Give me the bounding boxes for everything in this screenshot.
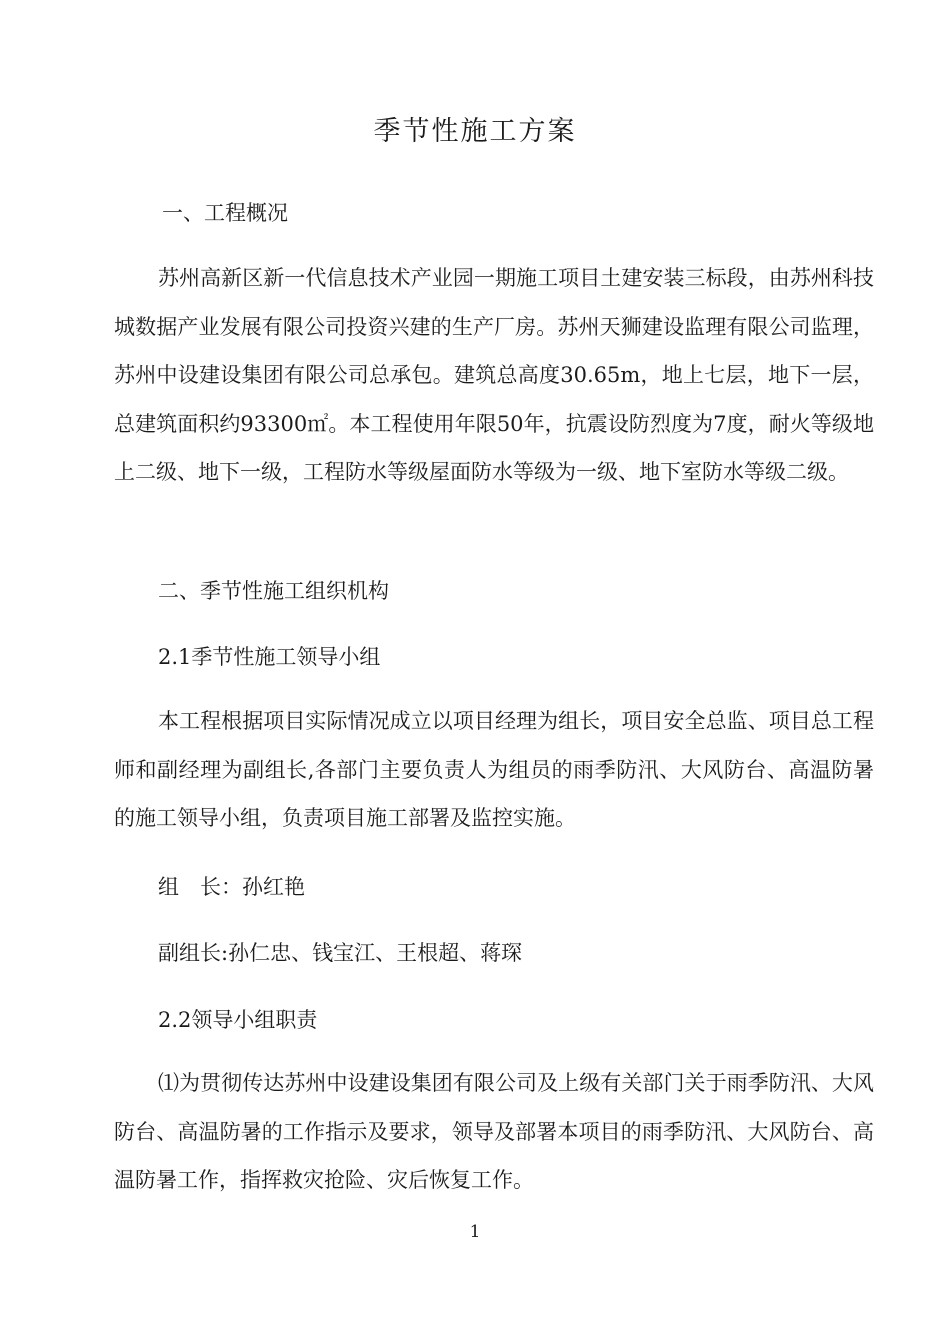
page-number: 1 [469, 1222, 481, 1242]
document-title: 季节性施工方案 [373, 116, 577, 147]
leadership-group-paragraph: 本工程根据项目实际情况成立以项目经理为组长，项目安全总监、项目总工程师和副经理为副组长,各部门主要负责人为组员的雨季防汛、大风防台、高温防暑的施工领导小组，负责项目施工部署及监控实施。 [114, 709, 874, 831]
section-heading-organization: 二、季节性施工组织机构 [158, 579, 389, 603]
duty-1-paragraph: ⑴为贯彻传达苏州中设建设集团有限公司及上级有关部门关于雨季防汛、大风防台、高温防暑的工作指示及要求，领导及部署本项目的雨季防汛、大风防台、高温防暑工作，指挥救灾抢险、灾后恢复工作。 [114, 1071, 874, 1193]
deputy-leader-line: 副组长:孙仁忠、钱宝江、王根超、蒋琛 [158, 941, 523, 965]
subsection-heading-duties: 2.2领导小组职责 [158, 1008, 318, 1032]
section-heading-overview: 一、工程概况 [162, 201, 288, 225]
subsection-heading-leadership-group: 2.1季节性施工领导小组 [158, 645, 381, 669]
leader-line: 组 长：孙红艳 [158, 875, 305, 899]
overview-paragraph: 苏州高新区新一代信息技术产业园一期施工项目土建安装三标段，由苏州科技城数据产业发展有限公司投资兴建的生产厂房。苏州天狮建设监理有限公司监理，苏州中设建设集团有限公司总承包。建筑总高度30.65m，地上七层，地下一层，总建筑面积约93300㎡。本工程使用年限50年，抗震设防烈度为7度，耐火等级地上二级、地下一级，工程防水等级屋面防水等级为一级、地下室防水等级二级。 [114, 266, 874, 485]
